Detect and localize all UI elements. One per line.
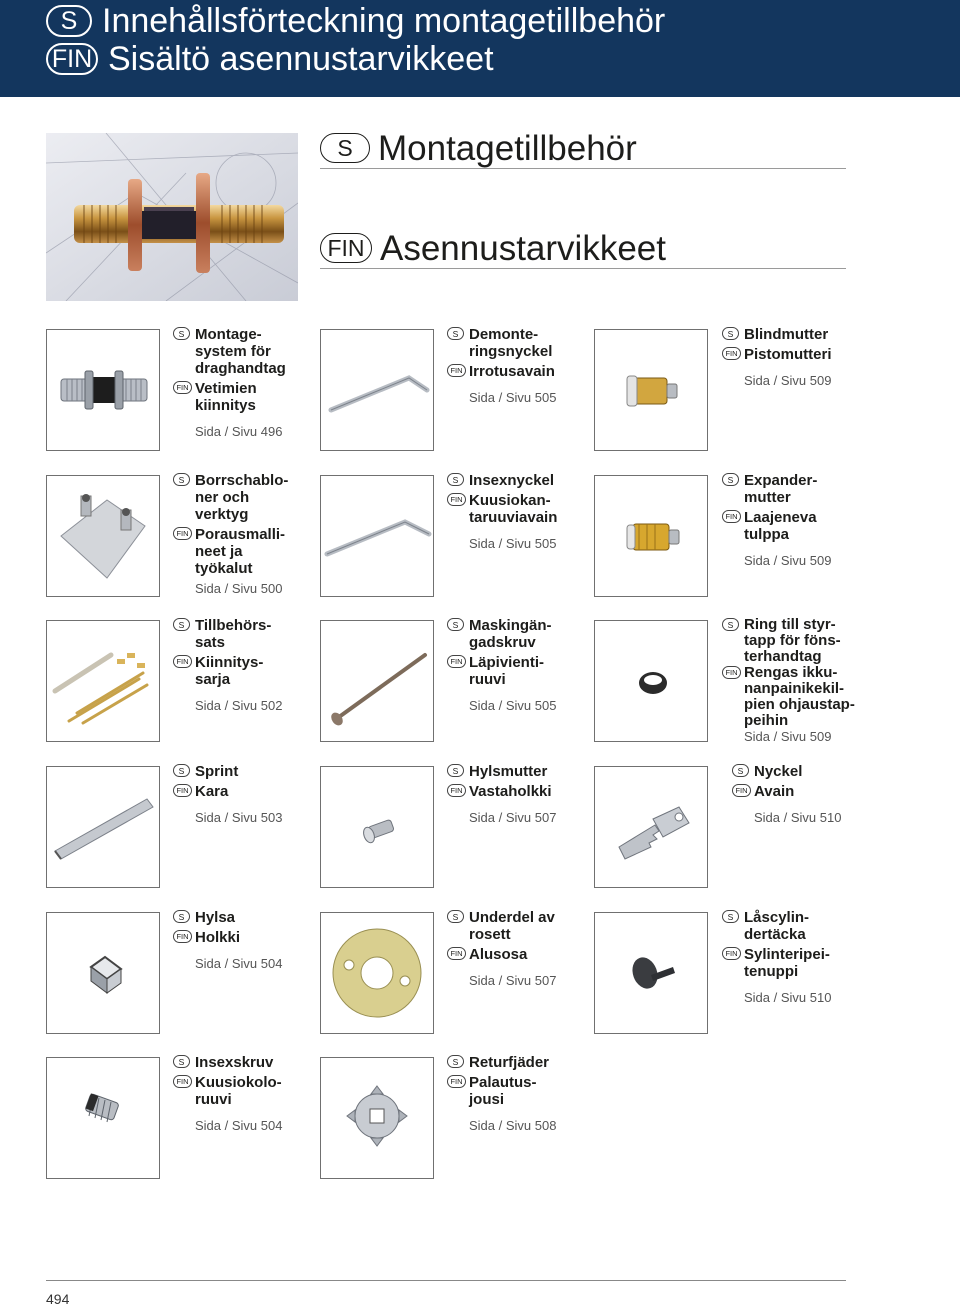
item-page-ref: Sida / Sivu 503 [195, 810, 283, 825]
item-page-ref: Sida / Sivu 496 [195, 424, 283, 439]
item-name-fi: FIN Laajeneva tulppa [722, 509, 852, 543]
product-item [173, 763, 303, 825]
guide-ring-icon [595, 621, 708, 742]
product-item [447, 763, 577, 825]
blind-nut-icon [595, 330, 708, 451]
hero-photo [46, 133, 298, 301]
product-thumbnail [46, 1057, 160, 1179]
product-thumbnail [46, 475, 160, 597]
section-title-sv-text: Montagetillbehör [378, 128, 637, 168]
item-name-sv: S Låscylin- dertäcka [722, 909, 852, 943]
product-thumbnail [594, 912, 708, 1034]
product-thumbnail [46, 766, 160, 888]
section-title-sv [320, 128, 846, 169]
return-spring-icon [321, 1058, 434, 1179]
item-name-fi: FIN Pistomutteri [722, 346, 852, 363]
item-name-sv: S Hylsmutter [447, 763, 577, 780]
product-item [447, 472, 577, 551]
item-page-ref: Sida / Sivu 504 [195, 1118, 283, 1133]
item-page-ref: Sida / Sivu 510 [744, 990, 832, 1005]
product-item [447, 617, 577, 713]
item-name-sv: S Hylsa [173, 909, 303, 926]
product-item [173, 1054, 303, 1133]
header-title-sv [46, 2, 665, 40]
hex-key-icon [321, 330, 434, 451]
item-page-ref: Sida / Sivu 508 [469, 1118, 557, 1133]
section-title-fi-text: Asennustarvikkeet [380, 228, 666, 268]
item-name-fi: FIN Palautus- jousi [447, 1074, 577, 1108]
product-item [722, 472, 852, 568]
item-page-ref: Sida / Sivu 505 [469, 536, 557, 551]
item-page-ref: Sida / Sivu 509 [744, 373, 832, 388]
lang-badge-fin: FIN [46, 43, 98, 75]
item-name-fi: FIN Sylinteripei- tenuppi [722, 946, 852, 980]
product-item [732, 763, 862, 825]
footer-divider [46, 1280, 846, 1281]
square-sleeve-icon [47, 913, 160, 1034]
page-number: 494 [46, 1291, 70, 1307]
product-item [722, 326, 852, 388]
hex-key-icon [321, 476, 434, 597]
item-name-sv: S Sprint [173, 763, 303, 780]
header-title-fi [46, 40, 494, 78]
item-page-ref: Sida / Sivu 510 [754, 810, 842, 825]
header-title-sv-text: Innehållsförteckning montagetillbehör [102, 2, 666, 40]
expander-nut-icon [595, 476, 708, 597]
lang-badge-s: S [46, 5, 92, 37]
header-band [0, 0, 960, 97]
product-item [173, 909, 303, 971]
item-name-sv: S Blindmutter [722, 326, 852, 343]
item-name-sv: S Insexnyckel [447, 472, 577, 489]
lang-badge-s: S [320, 133, 370, 163]
item-page-ref: Sida / Sivu 500 [195, 581, 283, 596]
item-page-ref: Sida / Sivu 505 [469, 390, 557, 405]
product-thumbnail [320, 475, 434, 597]
product-thumbnail [46, 620, 160, 742]
item-page-ref: Sida / Sivu 509 [744, 553, 832, 568]
mounting-system-icon [47, 330, 160, 451]
item-page-ref: Sida / Sivu 509 [744, 729, 832, 744]
product-thumbnail [320, 329, 434, 451]
item-name-sv: S Ring till styr- tapp för föns- terhandtag [722, 617, 860, 665]
product-item [173, 472, 303, 596]
item-name-fi: FIN Vetimien kiinnitys [173, 380, 303, 414]
item-name-sv: S Nyckel [732, 763, 862, 780]
item-page-ref: Sida / Sivu 505 [469, 698, 557, 713]
product-item [722, 909, 852, 1005]
accessory-kit-icon [47, 621, 160, 742]
product-thumbnail [320, 1057, 434, 1179]
set-screw-icon [47, 1058, 160, 1179]
item-name-fi: FIN Kara [173, 783, 303, 800]
product-thumbnail [594, 475, 708, 597]
item-name-sv: S Demonte- ringsnyckel [447, 326, 577, 360]
product-thumbnail [594, 329, 708, 451]
spindle-icon [47, 767, 160, 888]
cylinder-cover-icon [595, 913, 708, 1034]
product-item [173, 326, 303, 439]
item-name-fi: FIN Porausmalli- neet ja työkalut [173, 526, 303, 577]
product-thumbnail [594, 766, 708, 888]
item-name-sv: S Underdel av rosett [447, 909, 577, 943]
item-name-fi: FIN Holkki [173, 929, 303, 946]
item-name-fi: FIN Rengas ikku- nanpainikekil- pien ohjaustap- peihin [722, 665, 860, 729]
product-thumbnail [320, 620, 434, 742]
item-page-ref: Sida / Sivu 507 [469, 973, 557, 988]
product-thumbnail [594, 620, 708, 742]
product-item [447, 1054, 577, 1133]
item-name-sv: S Insexskruv [173, 1054, 303, 1071]
item-name-fi: FIN Avain [732, 783, 862, 800]
product-item [173, 617, 303, 713]
rosette-base-icon [321, 913, 434, 1034]
item-page-ref: Sida / Sivu 504 [195, 956, 283, 971]
item-name-sv: S Expander- mutter [722, 472, 852, 506]
item-name-fi: FIN Kuusiokolo- ruuvi [173, 1074, 303, 1108]
product-thumbnail [46, 912, 160, 1034]
header-title-fi-text: Sisältö asennustarvikkeet [108, 40, 494, 78]
item-page-ref: Sida / Sivu 502 [195, 698, 283, 713]
item-name-fi: FIN Alusosa [447, 946, 577, 963]
product-item [722, 617, 860, 744]
item-name-sv: S Montage- system för draghandtag [173, 326, 303, 377]
product-item [447, 326, 577, 405]
item-name-fi: FIN Irrotusavain [447, 363, 577, 380]
product-thumbnail [320, 912, 434, 1034]
machine-screw-icon [321, 621, 434, 742]
item-name-fi: FIN Kiinnitys- sarja [173, 654, 303, 688]
lang-badge-fin: FIN [320, 233, 372, 263]
key-icon [595, 767, 708, 888]
product-thumbnail [320, 766, 434, 888]
item-name-fi: FIN Kuusiokan- taruuviavain [447, 492, 577, 526]
item-name-fi: FIN Läpivienti- ruuvi [447, 654, 577, 688]
item-name-sv: S Tillbehörs- sats [173, 617, 303, 651]
sleeve-nut-icon [321, 767, 434, 888]
item-name-sv: S Borrschablo- ner och verktyg [173, 472, 303, 523]
item-name-sv: S Maskingän- gadskruv [447, 617, 577, 651]
product-thumbnail [46, 329, 160, 451]
item-name-sv: S Returfjäder [447, 1054, 577, 1071]
item-page-ref: Sida / Sivu 507 [469, 810, 557, 825]
drill-template-icon [47, 476, 160, 597]
product-item [447, 909, 577, 988]
section-title-fi [320, 228, 846, 269]
item-name-fi: FIN Vastaholkki [447, 783, 577, 800]
